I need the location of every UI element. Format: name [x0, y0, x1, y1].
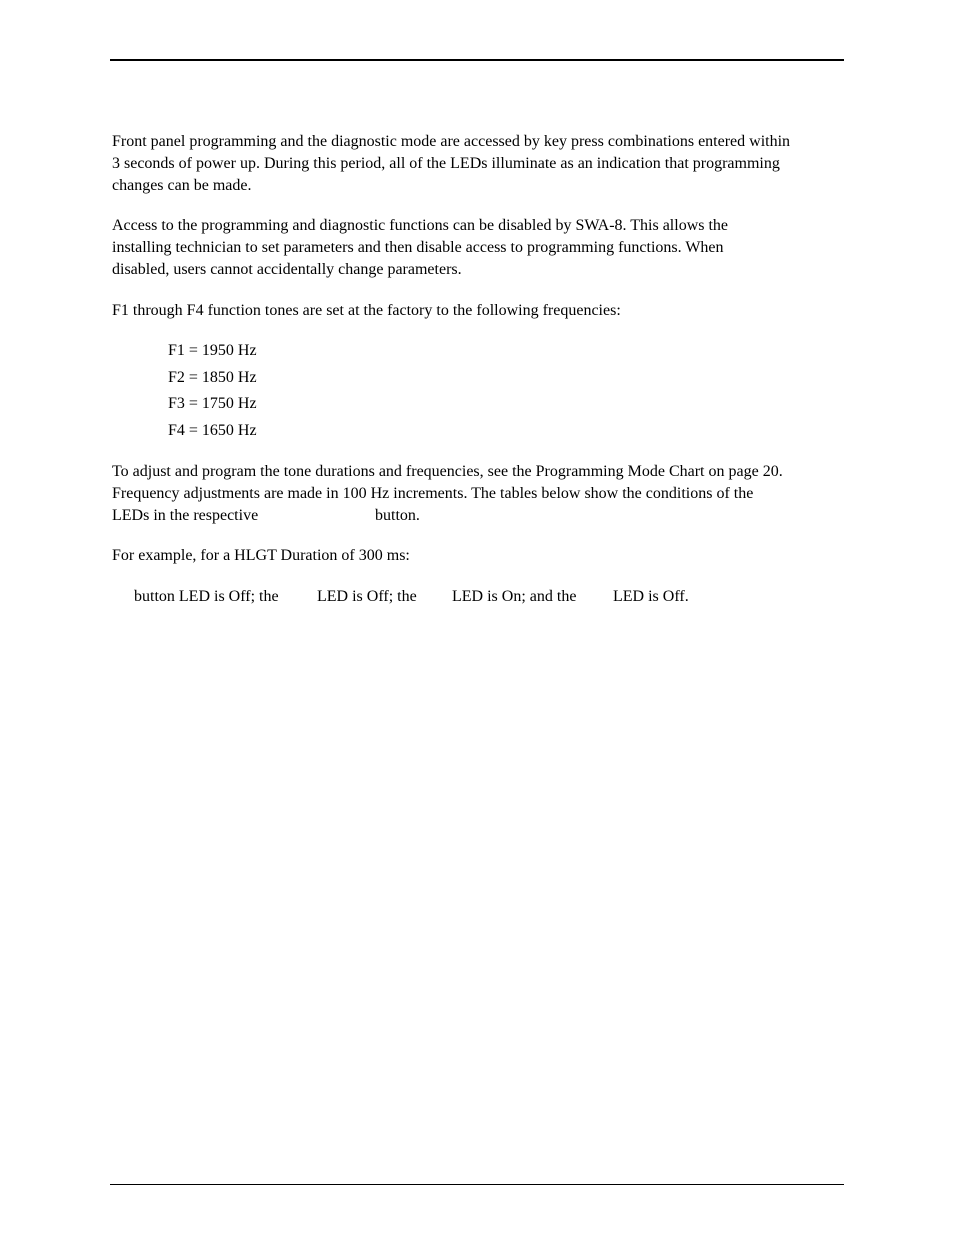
text-line: To adjust and program the tone durations and frequencies, see the Programming Mode Chart on page 20. [112, 463, 783, 480]
adjustment-paragraph [112, 461, 852, 527]
list-item: F1 = 1950 Hz [168, 342, 257, 359]
list-item: F4 = 1650 Hz [168, 422, 257, 440]
example-paragraph: For example, for a HLGT Duration of 300 ms: [112, 547, 410, 564]
function-tones-paragraph: F1 through F4 function tones are set at the factory to the following frequencies: [112, 302, 621, 319]
footer-rule [110, 1184, 844, 1185]
example-fragment: button LED is Off; the [134, 588, 279, 605]
text-line: Access to the programming and diagnostic functions can be disabled by SWA-8. This allows the [112, 217, 729, 234]
text-line: Frequency adjustments are made in 100 Hz increments. The tables below show the conditions of the [112, 485, 754, 502]
text-line: disabled, users cannot accidentally change parameters. [112, 261, 462, 278]
text-line: changes can be made. [112, 177, 252, 194]
text-line: installing technician to set parameters and then disable access to programming functions. When [112, 239, 724, 256]
example-fragment: LED is On; and the [452, 588, 577, 605]
text-line: Front panel programming and the diagnostic mode are accessed by key press combinations entered within [112, 133, 791, 150]
header-rule [110, 59, 844, 61]
list-item: F3 = 1750 Hz [168, 395, 257, 413]
text-line [112, 505, 852, 527]
frequency-list [168, 340, 257, 447]
example-fragment: LED is Off. [613, 588, 689, 605]
example-fragment: LED is Off; the [317, 588, 417, 605]
text-line: 3 seconds of power up. During this period, all of the LEDs illuminate as an indication that programming [112, 155, 780, 172]
list-item: F2 = 1850 Hz [168, 368, 257, 386]
intro-paragraph [112, 131, 852, 197]
text-fragment: LEDs in the respective [112, 507, 259, 524]
text-fragment: button. [375, 507, 420, 524]
access-paragraph [112, 215, 852, 281]
